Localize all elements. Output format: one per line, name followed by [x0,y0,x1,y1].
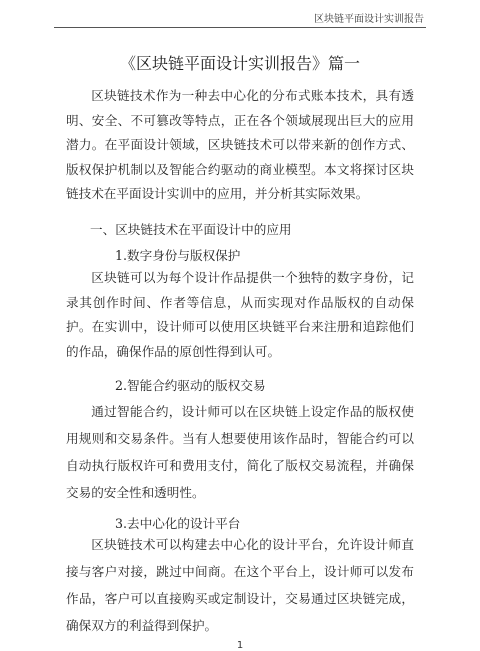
header-rule [54,27,426,28]
section-heading-1: 一、区块链技术在平面设计中的应用 [90,222,292,237]
page-number: 1 [236,640,244,651]
subsection-body-2: 通过智能合约，设计师可以在区块链上设定作品的版权使用规则和交易条件。当有人想要使用该作品时，智能合约可以自动执行版权许可和费用支付，简化了版权交易流程，并确保交易的安全性和透明性。 [66,404,414,500]
subsection-heading-2: 2.智能合约驱动的版权交易 [115,378,266,393]
subsection-heading-1: 1.数字身份与版权保护 [115,248,241,263]
subsection-body-3: 区块链技术可以构建去中心化的设计平台，允许设计师直接与客户对接，跳过中间商。在这个平台上，设计师可以发布作品，客户可以直接购买或定制设计，交易通过区块链完成，确保双方的利益得到保护。 [66,537,414,633]
running-header: 区块链平面设计实训报告 [314,14,424,25]
document-title: 《区块链平面设计实训报告》篇一 [119,54,360,73]
intro-paragraph: 区块链技术作为一种去中心化的分布式账本技术，具有透明、安全、不可篡改等特点，正在各个领域展现出巨大的应用潜力。在平面设计领域，区块链技术可以带来新的创作方式、版权保护机制以及智能合约驱动的商业模型。本文将探讨区块链技术在平面设计实训中的应用，并分析其实际效果。 [66,88,414,201]
subsection-body-1: 区块链可以为每个设计作品提供一个独特的数字身份，记录其创作时间、作者等信息，从而实现对作品版权的自动保护。在实训中，设计师可以使用区块链平台来注册和追踪他们的作品，确保作品的原创性得到认可。 [66,270,414,359]
subsection-heading-3: 3.去中心化的设计平台 [115,516,241,531]
